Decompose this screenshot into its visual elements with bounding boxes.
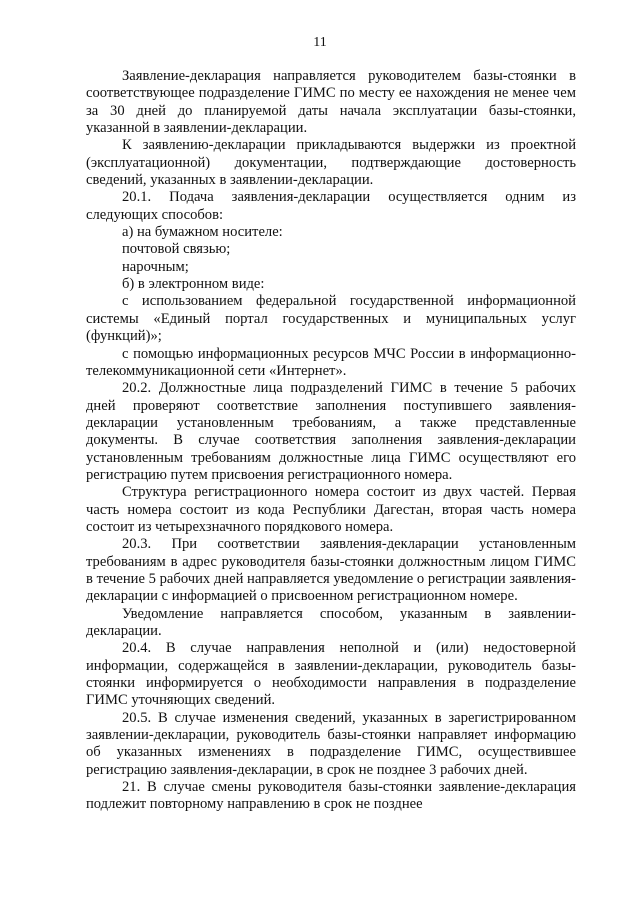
paragraph-20-3: 20.3. При соответствии заявления-декларации установленным требованиям в адрес руководителя базы-стоянки должностным лицом ГИМС в течение 5 рабочих дней направляется уведомление о регистрации заявления-декларации с информацией о присвоенном регистрационном номере. bbox=[86, 536, 576, 605]
list-item-post: почтовой связью; bbox=[122, 241, 231, 258]
paragraph-attachments: К заявлению-декларации прикладываются выдержки из проектной (эксплуатационной) документации, подтверждающие достоверность сведений, указанных в заявлении-декларации. bbox=[86, 137, 576, 189]
paragraph-20-5: 20.5. В случае изменения сведений, указанных в зарегистрированном заявлении-декларации, руководитель базы-стоянки направляет информацию об указанных изменениях в подразделение ГИМС, осуществившее регистрацию заявления-декларации, в срок не позднее 3 рабочих дней. bbox=[86, 709, 576, 778]
document-body bbox=[86, 68, 576, 814]
page-number: 11 bbox=[313, 35, 327, 50]
list-item-electronic: б) в электронном виде: bbox=[122, 276, 265, 293]
paragraph-internet: с помощью информационных ресурсов МЧС России в информационно-телекоммуникационной сети «Интернет». bbox=[86, 345, 576, 379]
paragraph-notification: Уведомление направляется способом, указанным в заявлении-декларации. bbox=[86, 605, 576, 639]
list-item-paper: а) на бумажном носителе: bbox=[122, 224, 283, 241]
paragraph-20-1: 20.1. Подача заявления-декларации осуществляется одним из следующих способов: bbox=[86, 189, 576, 223]
list-item-courier: нарочным; bbox=[122, 258, 189, 275]
paragraph-20-2: 20.2. Должностные лица подразделений ГИМС в течение 5 рабочих дней проверяют соответствие заполнения поступившего заявления-декларации установленным требованиям, а также представленные документы. В случае соответствия заполнения заявления-декларации установленным требованиям должностные лица ГИМС осуществляют его регистрацию путем присвоения регистрационного номера. bbox=[86, 380, 576, 483]
paragraph-declaration-submission: Заявление-декларация направляется руководителем базы-стоянки в соответствующее подразделение ГИМС по месту ее нахождения не менее чем за 30 дней до планируемой даты начала эксплуатации базы-стоянки, указанной в заявлении-декларации. bbox=[86, 68, 576, 137]
paragraph-21: 21. В случае смены руководителя базы-стоянки заявление-декларация подлежит повторному направлению в срок не позднее bbox=[86, 779, 576, 813]
paragraph-20-4: 20.4. В случае направления неполной и (или) недостоверной информации, содержащейся в заявлении-декларации, руководитель базы-стоянки информируется о необходимости направления в подразделение ГИМС уточняющих сведений. bbox=[86, 640, 576, 709]
paragraph-number-structure: Структура регистрационного номера состоит из двух частей. Первая часть номера состоит из кода Республики Дагестан, вторая часть номера состоит из четырехзначного порядкового номера. bbox=[86, 484, 576, 535]
paragraph-portal: с использованием федеральной государственной информационной системы «Единый портал государственных и муниципальных услуг (функций)»; bbox=[86, 293, 576, 345]
